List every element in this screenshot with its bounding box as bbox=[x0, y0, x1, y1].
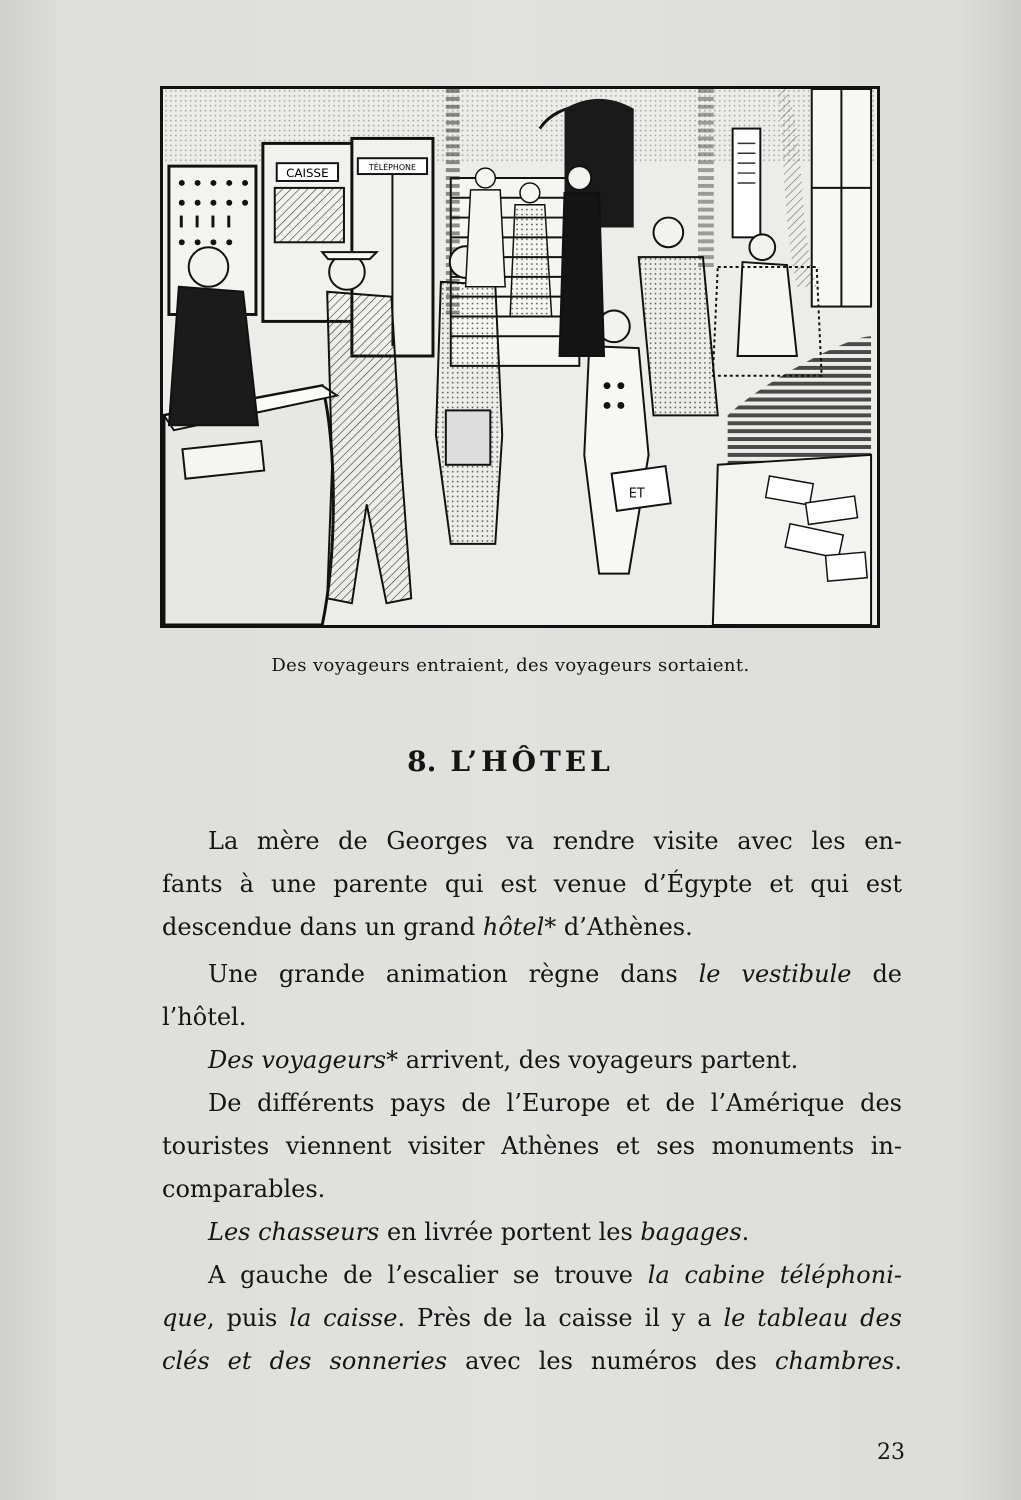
text-fragment: . Près de la caisse il y a bbox=[397, 1304, 724, 1332]
paragraph-6 bbox=[162, 1254, 902, 1383]
text-fragment: Une grande animation règne dans bbox=[208, 960, 699, 988]
paragraph-4 bbox=[162, 1082, 902, 1211]
doorman bbox=[560, 166, 605, 356]
paragraph-3 bbox=[162, 1039, 902, 1082]
text-line: touristes viennent visiter Athènes et ses monuments in- bbox=[162, 1132, 902, 1160]
text-line bbox=[162, 1297, 902, 1340]
text-fragment: d’Athènes. bbox=[556, 913, 693, 941]
text-line: comparables. bbox=[162, 1175, 326, 1203]
italic-term: le vestibule bbox=[698, 960, 852, 988]
italic-term: chambres bbox=[775, 1347, 895, 1375]
column-right bbox=[698, 89, 714, 267]
paragraph-1 bbox=[162, 820, 902, 949]
suitcase-label: ET bbox=[628, 486, 645, 502]
text-fragment: . bbox=[894, 1347, 902, 1375]
italic-term: bagages bbox=[640, 1218, 742, 1246]
text-line bbox=[162, 1340, 902, 1383]
porter-with-bags bbox=[436, 246, 502, 544]
text-line bbox=[162, 953, 902, 996]
caisse-sign-text: CAISSE bbox=[286, 166, 329, 181]
text-line bbox=[162, 906, 902, 949]
chapter-text bbox=[162, 820, 902, 1383]
caisse-window bbox=[275, 188, 344, 242]
hotel-lobby-drawing bbox=[163, 89, 877, 625]
text-fragment: avec les numéros des bbox=[447, 1347, 776, 1375]
italic-term: Des voyageurs* bbox=[208, 1046, 399, 1074]
chapter-heading bbox=[0, 745, 1021, 778]
text-fragment: . bbox=[741, 1218, 750, 1246]
text-line: La mère de Georges va rendre visite avec les en- bbox=[208, 827, 902, 855]
text-line bbox=[162, 1039, 902, 1082]
text-fragment: de bbox=[851, 960, 903, 988]
text-fragment: arrivent, des voyageurs partent. bbox=[398, 1046, 799, 1074]
paragraph-5 bbox=[162, 1211, 902, 1254]
italic-term: le tableau des bbox=[723, 1304, 902, 1332]
italic-term: hôtel* bbox=[482, 913, 557, 941]
text-fragment: descendue dans un grand bbox=[162, 913, 483, 941]
paragraph-2 bbox=[162, 953, 902, 1039]
italic-term: Les chasseurs bbox=[208, 1218, 380, 1246]
telephone-sign-text: TÉLÉPHONE bbox=[368, 163, 416, 173]
text-line: De différents pays de l’Europe et de l’Amérique des bbox=[208, 1089, 902, 1117]
chapter-number: 8. bbox=[407, 745, 437, 778]
illustration-caption: Des voyageurs entraient, des voyageurs sortaient. bbox=[271, 655, 750, 676]
italic-term: que bbox=[162, 1304, 208, 1332]
italic-term: la cabine téléphoni- bbox=[647, 1261, 902, 1289]
text-line bbox=[162, 1254, 902, 1297]
text-fragment: , puis bbox=[207, 1304, 290, 1332]
text-line: l’hôtel. bbox=[162, 1003, 247, 1031]
italic-term: la caisse bbox=[289, 1304, 398, 1332]
text-fragment: A gauche de l’escalier se trouve bbox=[208, 1261, 648, 1289]
page-number: 23 bbox=[877, 1440, 905, 1465]
hotel-lobby-illustration bbox=[160, 86, 880, 628]
text-line bbox=[162, 1211, 902, 1254]
text-line: fants à une parente qui est venue d’Égypte et qui est bbox=[162, 870, 902, 898]
chapter-title: L’HÔTEL bbox=[450, 745, 614, 778]
text-fragment: en livrée portent les bbox=[379, 1218, 641, 1246]
italic-term: clés et des sonneries bbox=[162, 1347, 448, 1375]
